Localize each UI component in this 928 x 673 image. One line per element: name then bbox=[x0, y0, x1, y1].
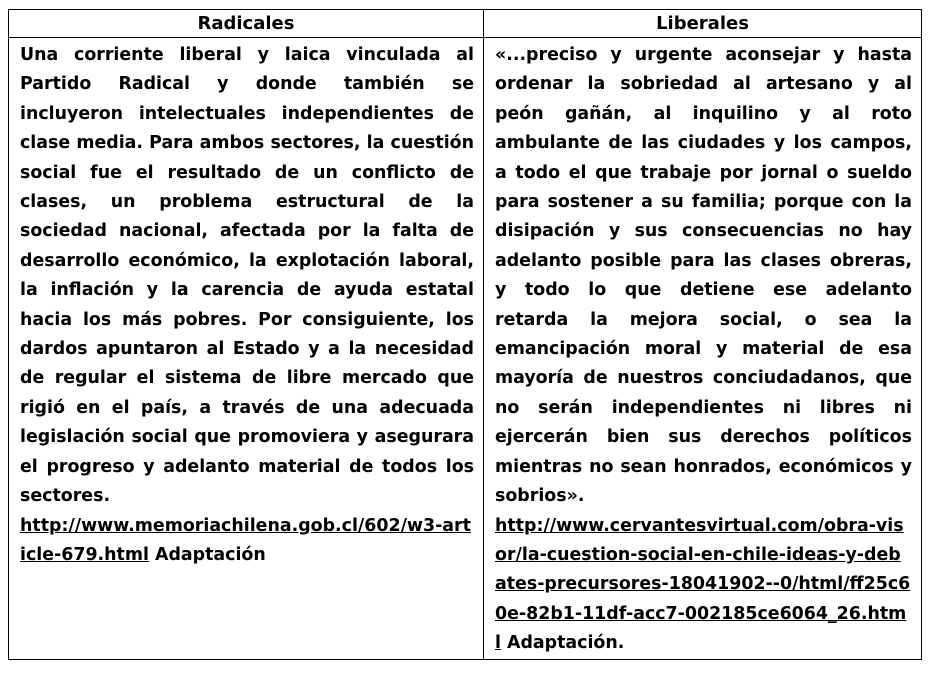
header-row bbox=[9, 10, 922, 38]
radicales-text: Una corriente liberal y laica vinculada al Partido Radical y donde también se incluyeron intelectuales independientes de clase media. Para ambos sectores, la cuestión social fue el resultado de un conflicto de clases, un problema estructural de la sociedad nacional, afectada por la falta de desarrollo económico, la explotación laboral, la inflación y la carencia de ayuda estatal hacia los más pobres. Por consiguiente, los dardos apuntaron al Estado y a la necesidad de regular el sistema de libre mercado que rigió en el país, a través de una adecuada legislación social que promoviera y asegurara el progreso y adelanto material de todos los sectores. bbox=[20, 45, 474, 507]
radicales-cell bbox=[9, 38, 484, 660]
radicales-source-link[interactable]: http://www.memoriachilena.gob.cl/602/w3-article-679.html bbox=[20, 515, 471, 565]
liberales-text: «...preciso y urgente aconsejar y hasta ordenar la sobriedad al artesano y al peón gañán, al inquilino y al roto ambulante de las ciudades y los campos, a todo el que trabaje por jornal o sueldo para sostener a su familia; porque con la disipación y sus consecuencias no hay adelanto posible para las clases obreras, y todo lo que detiene ese adelanto retarda la mejora social, o sea la emancipación moral y material de esa mayoría de nuestros conciudadanos, que no serán independientes ni libres ni ejercerán bien sus derechos políticos mientras no sean honrados, económicos y sobrios». bbox=[495, 45, 912, 507]
liberales-cell bbox=[484, 38, 922, 660]
header-radicales: Radicales bbox=[9, 10, 484, 38]
radicales-source bbox=[20, 512, 474, 571]
liberales-source-note: Adaptación. bbox=[500, 633, 625, 654]
liberales-source-link[interactable]: http://www.cervantesvirtual.com/obra-visor/la-cuestion-social-en-chile-ideas-y-debates-precursores-18041902--0/html/ff25c60e-82b1-11df-acc7-002185ce6064_26.html bbox=[495, 515, 911, 654]
radicales-source-note: Adaptación bbox=[148, 544, 266, 565]
comparison-table bbox=[8, 9, 922, 660]
content-row bbox=[9, 38, 922, 660]
liberales-source bbox=[495, 512, 912, 659]
header-liberales: Liberales bbox=[484, 10, 922, 38]
